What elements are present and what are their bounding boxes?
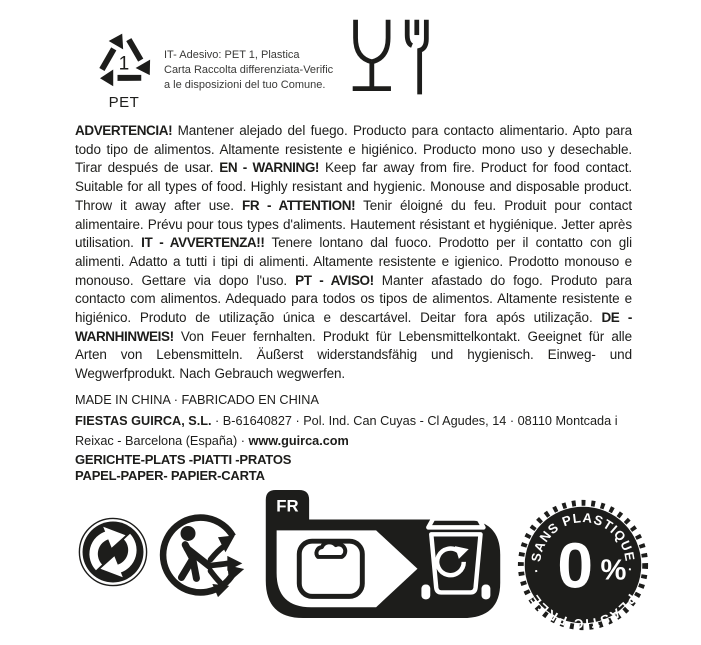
warning-label: EN - WARNING! [219,160,320,176]
product-line-dishes: GERICHTE-PLATS -PIATTI -PRATOS [75,452,292,467]
badge-percent: % [600,554,627,587]
badge-zero: 0 [557,529,594,602]
warning-label: ADVERTENCIA! [75,123,173,138]
company-name: FIESTAS GUIRCA, S.L. [75,414,212,428]
warning-label: PT - AVISO! [295,272,374,288]
origin-block [75,390,635,451]
warning-text: Tenir éloigné du feu. Produit pour contact alimentaire. Prévu pour tous types d'aliments. Hautement résistant et hygiénique. Jetter après utilisation. [75,197,632,251]
product-line-paper: PAPEL-PAPER- PAPIER-CARTA [75,467,265,483]
warning-paragraph [75,122,632,384]
plastic-free-badge [515,497,651,638]
warning-label: DE - WARNHINWEIS! [75,310,632,344]
glass-fork-icon [342,14,438,102]
triman-symbol [156,511,250,604]
pet-material-label: PET [108,94,140,111]
food-safe-symbol [342,14,438,107]
warning-text: Manter afastado do fogo. Produto para contacto com alimentos. Adequado para todos os tipos de alimentos. Altamente resistente e higiénico. Produto de utilização única e descartável. Deitar fora após utilização. [75,272,632,326]
warning-text: Mantener alejado del fuego. Producto para contacto alimentario. Apto para todo tipo de alimentos. Altamente resistente e higiénico. Producto mono uso y desechable. Tirar después de usar. [75,123,632,176]
pet-triangle-icon [88,24,160,91]
plastic-free-badge-icon [515,497,651,633]
pet-recycling-symbol [86,24,162,111]
adhesive-note-line: Carta Raccolta differenziata-Verific [164,64,334,76]
adhesive-note-line: a le disposizioni del tuo Comune. [164,79,326,91]
fr-sorting-icon [262,488,504,620]
green-dot-symbol [78,517,148,592]
product-name-block [75,452,291,483]
green-dot-icon [78,517,148,587]
badge-bottom-text: PLASTIC FREE [526,591,640,632]
fr-sorting-info-logo [262,488,504,625]
company-details: · B-61640827 · Pol. Ind. Can Cuyas - Cl Agudes, 14 · 08110 Montcada i Reixac - Barcelona (España) · [75,414,618,448]
pet-number: 1 [118,53,130,75]
warning-label: IT - AVVERTENZA!! [141,235,265,251]
warning-text: Keep far away from fire. Product for food contact. Suitable for all types of food. Highly resistant and hygienic. Monouse and disposable product. Throw it away after use. [75,160,633,213]
company-line [75,411,635,451]
fr-country-tag: FR [276,496,299,516]
recycling-icons-row [0,485,701,645]
warning-label: FR - ATTENTION! [242,197,356,213]
adhesive-note [164,48,333,93]
triman-icon [156,511,250,599]
company-website: www.guirca.com [248,434,349,448]
warning-text: Tenere lontano dal fuoco. Prodotto per il contatto con gli alimenti. Adatto a tutti i tipi di alimenti. Altamente resistente e igienico. Prodotto monouso e monouso. Gettare via dopo l'uso. [75,235,632,288]
adhesive-note-line: IT- Adesivo: PET 1, Plastica [164,49,300,61]
badge-top-text: · SANS PLASTIQUE · [528,510,638,574]
made-in-line: MADE IN CHINA · FABRICADO EN CHINA [75,393,319,407]
warning-text: Von Feuer fernhalten. Produkt für Lebensmittelkontakt. Geeignet für alle Arten von Lebensmitteln. Äußerst widerstandsfähig und hygienisch. Einweg- und Wegwerfprodukt. Nach Gebrauch wegwerfen. [75,328,632,382]
